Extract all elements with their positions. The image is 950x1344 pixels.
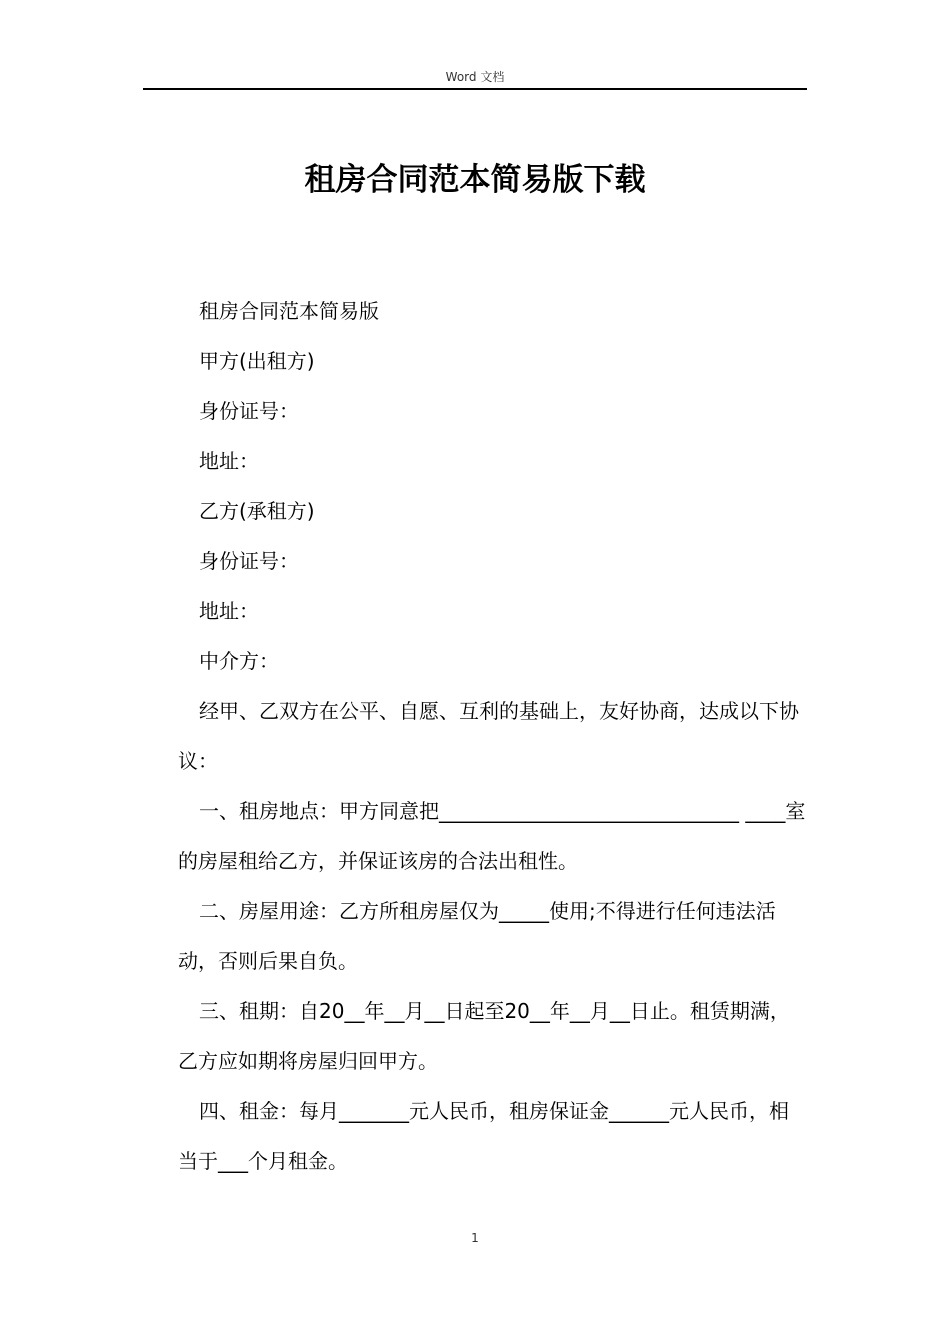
- paragraph-clause-location: 一、租房地点：甲方同意把______________________________ ____室的房屋租给乙方，并保证该房的合法出租性。: [178, 799, 806, 873]
- document-title: 租房合同范本简易版下载: [304, 162, 646, 198]
- paragraph-party-a-address: 地址：: [199, 449, 259, 473]
- paragraph-clause-rent: 四、租金：每月_______元人民币，租房保证金______元人民币，相当于___个月租金。: [178, 1099, 789, 1173]
- paragraph-clause-term: 三、租期：自20__年__月__日起至20__年__月__日止。租赁期满，乙方应如期将房屋归回甲方。: [178, 999, 790, 1073]
- paragraph-party-a: 甲方(出租方): [199, 349, 315, 373]
- paragraph-agreement-intro: 经甲、乙双方在公平、自愿、互利的基础上，友好协商，达成以下协议：: [178, 699, 799, 773]
- header-label: Word 文档: [445, 70, 505, 84]
- page-header: [143, 66, 807, 90]
- paragraph-party-b-id: 身份证号：: [199, 549, 299, 573]
- page-number: 1: [471, 1231, 479, 1245]
- paragraph-subtitle: 租房合同范本简易版: [199, 299, 379, 323]
- paragraph-party-b-address: 地址：: [199, 599, 259, 623]
- document-body: [178, 286, 808, 1186]
- paragraph-party-b: 乙方(承租方): [199, 499, 315, 523]
- paragraph-clause-usage: 二、房屋用途：乙方所租房屋仅为_____使用;不得进行任何违法活动，否则后果自负。: [178, 899, 776, 973]
- paragraph-party-a-id: 身份证号：: [199, 399, 299, 423]
- paragraph-agent: 中介方：: [199, 649, 279, 673]
